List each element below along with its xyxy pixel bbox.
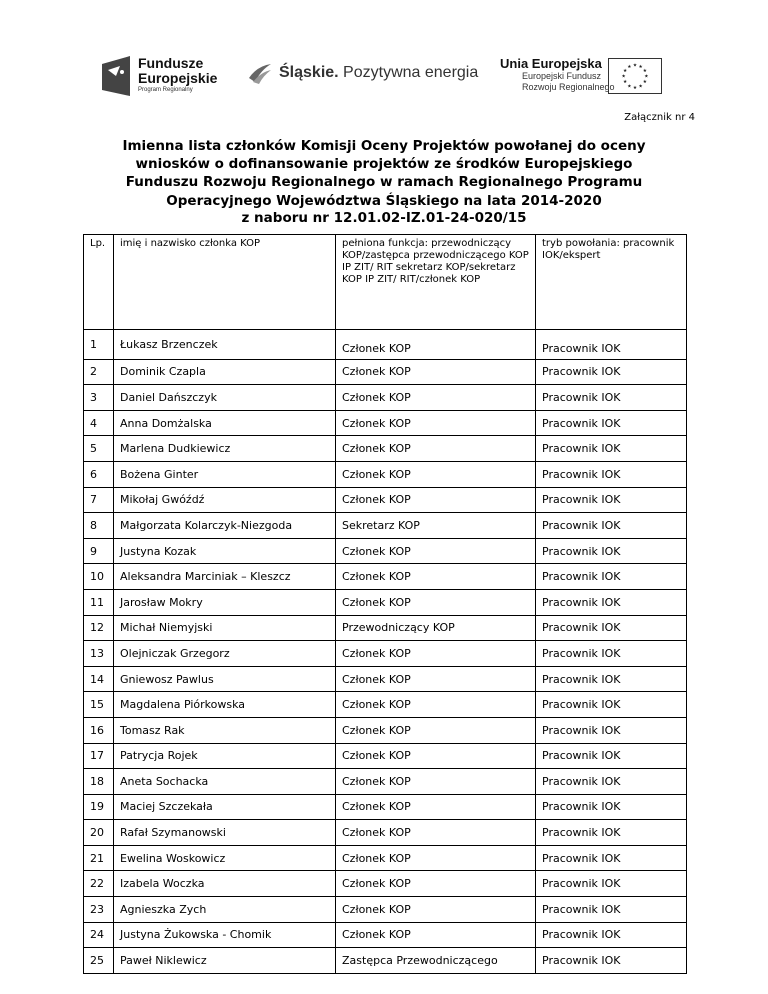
table-row	[84, 410, 687, 436]
table-row	[84, 589, 687, 615]
fe-line1: Fundusze	[138, 55, 204, 71]
cell-name: Olejniczak Grzegorz	[114, 641, 336, 667]
cell-name: Małgorzata Kolarczyk-Niezgoda	[114, 513, 336, 539]
cell-lp: 9	[84, 538, 114, 564]
cell-function: Zastępca Przewodniczącego	[336, 948, 536, 974]
cell-appointment: Pracownik IOK	[536, 717, 687, 743]
table-row	[84, 385, 687, 411]
cell-appointment: Pracownik IOK	[536, 564, 687, 590]
table-row	[84, 641, 687, 667]
cell-function: Członek KOP	[336, 564, 536, 590]
cell-appointment: Pracownik IOK	[536, 871, 687, 897]
cell-appointment: Pracownik IOK	[536, 330, 687, 360]
svg-text:★: ★	[623, 68, 628, 74]
cell-function: Członek KOP	[336, 897, 536, 923]
cell-lp: 16	[84, 717, 114, 743]
cell-function: Członek KOP	[336, 410, 536, 436]
table-row	[84, 564, 687, 590]
cell-name: Aleksandra Marciniak – Kleszcz	[114, 564, 336, 590]
table-row	[84, 538, 687, 564]
cell-lp: 18	[84, 769, 114, 795]
cell-function: Członek KOP	[336, 330, 536, 360]
cell-lp: 15	[84, 692, 114, 718]
cell-appointment: Pracownik IOK	[536, 538, 687, 564]
cell-lp: 17	[84, 743, 114, 769]
cell-appointment: Pracownik IOK	[536, 589, 687, 615]
cell-function: Członek KOP	[336, 538, 536, 564]
svg-text:★: ★	[632, 85, 638, 91]
cell-name: Agnieszka Zych	[114, 897, 336, 923]
table-row	[84, 948, 687, 974]
cell-lp: 13	[84, 641, 114, 667]
cell-appointment: Pracownik IOK	[536, 794, 687, 820]
cell-appointment: Pracownik IOK	[536, 769, 687, 795]
slaskie-slogan: Pozytywna energia	[338, 64, 479, 81]
svg-text:★: ★	[621, 74, 626, 80]
cell-name: Magdalena Piórkowska	[114, 692, 336, 718]
cell-appointment: Pracownik IOK	[536, 487, 687, 513]
cell-function: Członek KOP	[336, 692, 536, 718]
table-row	[84, 871, 687, 897]
cell-name: Mikołaj Gwóźdź	[114, 487, 336, 513]
cell-lp: 22	[84, 871, 114, 897]
cell-lp: 11	[84, 589, 114, 615]
cell-lp: 2	[84, 359, 114, 385]
cell-name: Justyna Żukowska - Chomik	[114, 922, 336, 948]
cell-lp: 21	[84, 845, 114, 871]
cell-name: Daniel Dańszczyk	[114, 385, 336, 411]
table-row	[84, 845, 687, 871]
cell-function: Członek KOP	[336, 436, 536, 462]
cell-lp: 14	[84, 666, 114, 692]
svg-text:★: ★	[623, 80, 628, 86]
title-line: Funduszu Rozwoju Regionalnego w ramach Regionalnego Programu	[125, 174, 643, 191]
fundusze-europejskie-mark-icon	[100, 56, 132, 96]
slaskie-mark-icon	[247, 60, 273, 86]
table-row	[84, 666, 687, 692]
cell-name: Dominik Czapla	[114, 359, 336, 385]
header-logos	[0, 50, 768, 110]
cell-function: Członek KOP	[336, 589, 536, 615]
cell-appointment: Pracownik IOK	[536, 897, 687, 923]
cell-lp: 19	[84, 794, 114, 820]
svg-text:★: ★	[627, 84, 632, 90]
cell-lp: 1	[84, 330, 114, 360]
cell-name: Ewelina Woskowicz	[114, 845, 336, 871]
svg-text:★: ★	[638, 65, 643, 71]
cell-appointment: Pracownik IOK	[536, 922, 687, 948]
cell-name: Paweł Niklewicz	[114, 948, 336, 974]
cell-appointment: Pracownik IOK	[536, 666, 687, 692]
cell-function: Członek KOP	[336, 820, 536, 846]
table-row	[84, 436, 687, 462]
table-row	[84, 487, 687, 513]
cell-lp: 5	[84, 436, 114, 462]
cell-name: Anna Domżalska	[114, 410, 336, 436]
cell-lp: 3	[84, 385, 114, 411]
cell-name: Izabela Woczka	[114, 871, 336, 897]
cell-appointment: Pracownik IOK	[536, 641, 687, 667]
title-line: wniosków o dofinansowanie projektów ze środków Europejskiego	[135, 156, 633, 173]
table-body	[84, 330, 687, 974]
cell-lp: 23	[84, 897, 114, 923]
unia-europejska-logo	[500, 56, 670, 106]
table-row	[84, 794, 687, 820]
cell-function: Sekretarz KOP	[336, 513, 536, 539]
table-row	[84, 820, 687, 846]
document-title	[80, 137, 688, 210]
table-row	[84, 743, 687, 769]
kop-members-table	[83, 234, 687, 974]
title-line: Imienna lista członków Komisji Oceny Projektów powołanej do oceny	[122, 138, 646, 154]
table-row	[84, 897, 687, 923]
cell-name: Justyna Kozak	[114, 538, 336, 564]
cell-function: Przewodniczący KOP	[336, 615, 536, 641]
cell-appointment: Pracownik IOK	[536, 692, 687, 718]
cell-function: Członek KOP	[336, 385, 536, 411]
svg-text:★: ★	[642, 68, 647, 74]
cell-lp: 6	[84, 461, 114, 487]
cell-appointment: Pracownik IOK	[536, 461, 687, 487]
cell-appointment: Pracownik IOK	[536, 359, 687, 385]
table-row	[84, 769, 687, 795]
cell-function: Członek KOP	[336, 922, 536, 948]
cell-name: Aneta Sochacka	[114, 769, 336, 795]
cell-name: Rafał Szymanowski	[114, 820, 336, 846]
cell-appointment: Pracownik IOK	[536, 513, 687, 539]
cell-name: Patrycja Rojek	[114, 743, 336, 769]
cell-name: Marlena Dudkiewicz	[114, 436, 336, 462]
svg-text:★: ★	[644, 74, 649, 80]
cell-lp: 12	[84, 615, 114, 641]
cell-name: Bożena Ginter	[114, 461, 336, 487]
fe-line2: Europejskie	[138, 70, 218, 86]
cell-function: Członek KOP	[336, 871, 536, 897]
cell-function: Członek KOP	[336, 743, 536, 769]
svg-text:★: ★	[642, 80, 647, 86]
cell-appointment: Pracownik IOK	[536, 948, 687, 974]
cell-appointment: Pracownik IOK	[536, 436, 687, 462]
cell-lp: 10	[84, 564, 114, 590]
table-row	[84, 513, 687, 539]
cell-appointment: Pracownik IOK	[536, 845, 687, 871]
cell-function: Członek KOP	[336, 769, 536, 795]
cell-function: Członek KOP	[336, 666, 536, 692]
slaskie-text	[279, 64, 478, 82]
fundusze-europejskie-text	[138, 56, 217, 93]
cell-lp: 4	[84, 410, 114, 436]
cell-function: Członek KOP	[336, 845, 536, 871]
title-line: Operacyjnego Województwa Śląskiego na lata 2014-2020	[166, 192, 602, 209]
table-row	[84, 359, 687, 385]
cell-name: Michał Niemyjski	[114, 615, 336, 641]
eu-flag-icon	[608, 58, 662, 94]
cell-function: Członek KOP	[336, 794, 536, 820]
cell-name: Jarosław Mokry	[114, 589, 336, 615]
header-name: imię i nazwisko członka KOP	[114, 235, 336, 330]
table-row	[84, 922, 687, 948]
cell-function: Członek KOP	[336, 487, 536, 513]
cell-function: Członek KOP	[336, 461, 536, 487]
ue-line1: Unia Europejska	[500, 56, 602, 71]
table-header-row	[84, 235, 687, 330]
cell-name: Maciej Szczekała	[114, 794, 336, 820]
cell-name: Gniewosz Pawlus	[114, 666, 336, 692]
svg-text:★: ★	[632, 63, 638, 69]
ue-line3: Rozwoju Regionalnego	[522, 82, 615, 92]
cell-lp: 24	[84, 922, 114, 948]
cell-name: Tomasz Rak	[114, 717, 336, 743]
svg-text:★: ★	[627, 65, 632, 71]
fe-line3: Program Regionalny	[138, 87, 193, 93]
cell-function: Członek KOP	[336, 359, 536, 385]
cell-appointment: Pracownik IOK	[536, 743, 687, 769]
header-function: pełniona funkcja: przewodniczący KOP/zastępca przewodniczącego KOP IP ZIT/ RIT sekretarz KOP/sekretarz KOP IP ZIT/ RIT/członek KOP	[336, 235, 536, 330]
cell-lp: 8	[84, 513, 114, 539]
header-lp: Lp.	[84, 235, 114, 330]
annex-label: Załącznik nr 4	[624, 112, 695, 123]
cell-lp: 7	[84, 487, 114, 513]
table-row	[84, 461, 687, 487]
cell-appointment: Pracownik IOK	[536, 410, 687, 436]
cell-appointment: Pracownik IOK	[536, 820, 687, 846]
cell-lp: 20	[84, 820, 114, 846]
cell-appointment: Pracownik IOK	[536, 385, 687, 411]
unia-europejska-text	[500, 56, 615, 93]
table-row	[84, 330, 687, 360]
cell-name: Łukasz Brzenczek	[114, 330, 336, 360]
header-appointment: tryb powołania: pracownik IOK/ekspert	[536, 235, 687, 330]
fundusze-europejskie-logo	[100, 56, 220, 100]
table-row	[84, 615, 687, 641]
table-row	[84, 692, 687, 718]
slaskie-brand: Śląskie.	[279, 64, 339, 81]
svg-text:★: ★	[638, 84, 643, 90]
document-subtitle: z naboru nr 12.01.02-IZ.01-24-020/15	[241, 210, 527, 226]
cell-function: Członek KOP	[336, 717, 536, 743]
table-row	[84, 717, 687, 743]
cell-appointment: Pracownik IOK	[536, 615, 687, 641]
cell-function: Członek KOP	[336, 641, 536, 667]
cell-lp: 25	[84, 948, 114, 974]
ue-line2: Europejski Fundusz	[522, 71, 602, 81]
